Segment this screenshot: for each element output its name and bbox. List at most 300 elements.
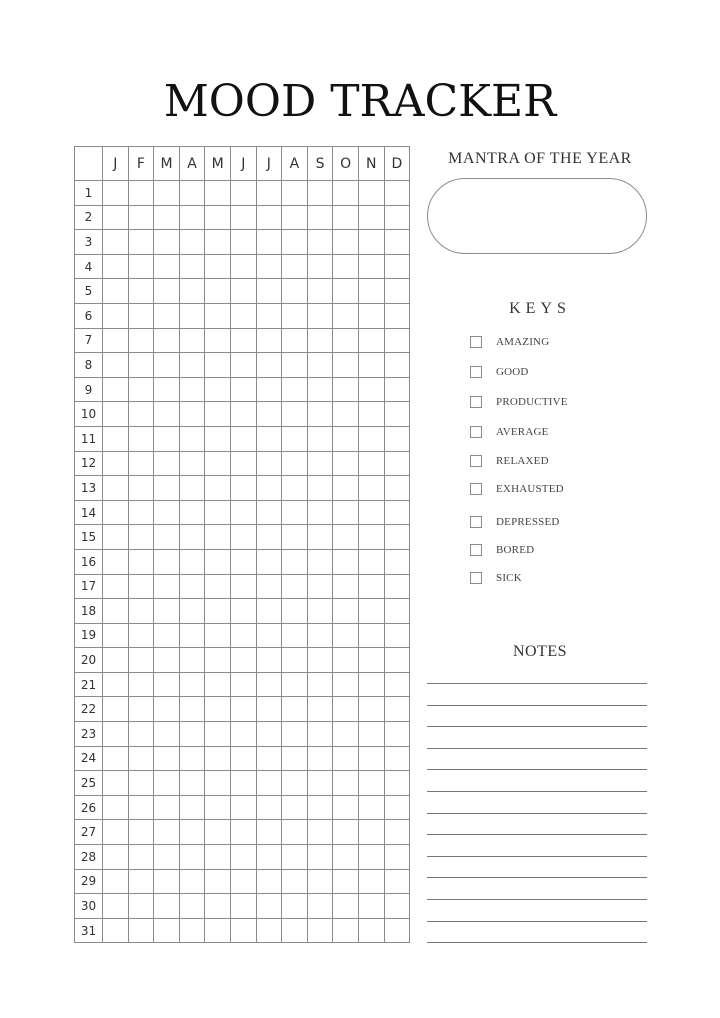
mood-cell[interactable] [384,672,410,697]
mood-cell[interactable] [103,525,129,550]
mood-cell[interactable] [154,894,180,919]
mood-cell[interactable] [205,918,231,943]
mood-cell[interactable] [103,303,129,328]
mood-cell[interactable] [256,279,282,304]
mood-cell[interactable] [358,672,384,697]
note-line[interactable] [427,834,647,835]
mood-cell[interactable] [128,205,154,230]
mood-cell[interactable] [282,845,308,870]
mood-cell[interactable] [307,303,333,328]
mood-cell[interactable] [333,845,359,870]
mood-cell[interactable] [103,549,129,574]
mood-cell[interactable] [154,549,180,574]
mood-cell[interactable] [358,722,384,747]
key-checkbox[interactable] [470,426,482,438]
mood-cell[interactable] [103,328,129,353]
mood-cell[interactable] [384,648,410,673]
mood-cell[interactable] [103,377,129,402]
mood-cell[interactable] [282,869,308,894]
mood-cell[interactable] [358,279,384,304]
mood-cell[interactable] [333,623,359,648]
mood-cell[interactable] [205,500,231,525]
mood-cell[interactable] [307,402,333,427]
mood-cell[interactable] [128,279,154,304]
mood-cell[interactable] [103,894,129,919]
mood-cell[interactable] [179,574,205,599]
mood-cell[interactable] [307,697,333,722]
mood-cell[interactable] [128,353,154,378]
mood-cell[interactable] [230,279,256,304]
mood-cell[interactable] [358,894,384,919]
mood-cell[interactable] [358,525,384,550]
mood-cell[interactable] [179,500,205,525]
mood-cell[interactable] [128,402,154,427]
mood-cell[interactable] [384,500,410,525]
mood-cell[interactable] [358,574,384,599]
mood-cell[interactable] [154,254,180,279]
mood-cell[interactable] [205,279,231,304]
mood-cell[interactable] [358,918,384,943]
mood-cell[interactable] [282,476,308,501]
mood-cell[interactable] [256,771,282,796]
mood-cell[interactable] [307,549,333,574]
mood-cell[interactable] [230,771,256,796]
mood-cell[interactable] [128,771,154,796]
mood-cell[interactable] [358,820,384,845]
mood-cell[interactable] [256,500,282,525]
mood-cell[interactable] [307,820,333,845]
mood-cell[interactable] [205,869,231,894]
mood-cell[interactable] [307,845,333,870]
mood-cell[interactable] [205,697,231,722]
mood-cell[interactable] [282,451,308,476]
mood-cell[interactable] [384,918,410,943]
mood-cell[interactable] [384,402,410,427]
mood-cell[interactable] [384,623,410,648]
mood-cell[interactable] [103,353,129,378]
mood-cell[interactable] [307,500,333,525]
mood-cell[interactable] [358,869,384,894]
mood-cell[interactable] [154,451,180,476]
mood-cell[interactable] [282,648,308,673]
mood-cell[interactable] [256,599,282,624]
mood-cell[interactable] [128,894,154,919]
mood-cell[interactable] [179,230,205,255]
mood-cell[interactable] [128,549,154,574]
mood-cell[interactable] [333,426,359,451]
mood-cell[interactable] [333,795,359,820]
mood-cell[interactable] [282,795,308,820]
mood-cell[interactable] [333,181,359,206]
mood-cell[interactable] [282,279,308,304]
mood-cell[interactable] [358,254,384,279]
mood-cell[interactable] [256,402,282,427]
mood-cell[interactable] [282,353,308,378]
mood-cell[interactable] [230,426,256,451]
mood-cell[interactable] [307,353,333,378]
mood-cell[interactable] [358,476,384,501]
mood-cell[interactable] [230,500,256,525]
mood-cell[interactable] [333,918,359,943]
mood-cell[interactable] [384,426,410,451]
mood-cell[interactable] [128,722,154,747]
mood-cell[interactable] [179,402,205,427]
mood-cell[interactable] [179,599,205,624]
mood-cell[interactable] [154,476,180,501]
mood-cell[interactable] [333,254,359,279]
mood-cell[interactable] [205,205,231,230]
mood-cell[interactable] [103,771,129,796]
mood-cell[interactable] [333,771,359,796]
mood-cell[interactable] [128,328,154,353]
mood-cell[interactable] [103,500,129,525]
mood-cell[interactable] [103,746,129,771]
mood-cell[interactable] [154,845,180,870]
mood-cell[interactable] [256,869,282,894]
mood-cell[interactable] [333,599,359,624]
mood-cell[interactable] [333,328,359,353]
mood-cell[interactable] [256,894,282,919]
mood-cell[interactable] [256,525,282,550]
mood-cell[interactable] [103,451,129,476]
mood-cell[interactable] [256,795,282,820]
mood-cell[interactable] [307,205,333,230]
mood-cell[interactable] [256,549,282,574]
mood-cell[interactable] [179,451,205,476]
mood-cell[interactable] [128,377,154,402]
mood-cell[interactable] [128,525,154,550]
mood-cell[interactable] [358,795,384,820]
mood-cell[interactable] [179,328,205,353]
mood-cell[interactable] [154,574,180,599]
mood-cell[interactable] [384,869,410,894]
mood-cell[interactable] [154,500,180,525]
mood-cell[interactable] [205,845,231,870]
mood-cell[interactable] [384,746,410,771]
mood-cell[interactable] [307,648,333,673]
note-line[interactable] [427,705,647,706]
mood-cell[interactable] [282,574,308,599]
key-checkbox[interactable] [470,544,482,556]
mood-cell[interactable] [384,820,410,845]
mood-cell[interactable] [205,648,231,673]
mood-cell[interactable] [205,525,231,550]
mood-cell[interactable] [384,377,410,402]
mood-cell[interactable] [358,500,384,525]
mood-cell[interactable] [384,328,410,353]
mood-cell[interactable] [179,549,205,574]
mood-cell[interactable] [103,918,129,943]
mood-cell[interactable] [230,795,256,820]
mood-cell[interactable] [179,426,205,451]
mood-cell[interactable] [154,869,180,894]
mood-cell[interactable] [154,771,180,796]
mood-cell[interactable] [103,672,129,697]
mood-cell[interactable] [179,476,205,501]
mood-cell[interactable] [358,426,384,451]
mood-cell[interactable] [333,279,359,304]
mood-cell[interactable] [282,549,308,574]
mood-cell[interactable] [282,525,308,550]
key-checkbox[interactable] [470,396,482,408]
mood-cell[interactable] [384,845,410,870]
key-checkbox[interactable] [470,336,482,348]
mood-cell[interactable] [128,623,154,648]
mood-cell[interactable] [154,599,180,624]
mood-cell[interactable] [179,525,205,550]
mood-cell[interactable] [230,205,256,230]
mood-cell[interactable] [307,722,333,747]
mood-cell[interactable] [128,230,154,255]
mood-cell[interactable] [103,722,129,747]
mood-cell[interactable] [307,894,333,919]
mood-cell[interactable] [103,476,129,501]
mood-cell[interactable] [128,845,154,870]
mood-cell[interactable] [230,328,256,353]
mood-cell[interactable] [128,500,154,525]
mood-cell[interactable] [307,623,333,648]
mood-cell[interactable] [154,623,180,648]
mood-cell[interactable] [256,697,282,722]
key-checkbox[interactable] [470,572,482,584]
mood-cell[interactable] [282,722,308,747]
mood-cell[interactable] [384,697,410,722]
mood-cell[interactable] [128,303,154,328]
mood-cell[interactable] [128,672,154,697]
mood-cell[interactable] [282,377,308,402]
mood-cell[interactable] [103,230,129,255]
mood-cell[interactable] [103,279,129,304]
mood-cell[interactable] [179,918,205,943]
mood-cell[interactable] [103,402,129,427]
mood-cell[interactable] [103,697,129,722]
mood-cell[interactable] [205,254,231,279]
mood-cell[interactable] [205,623,231,648]
mood-cell[interactable] [154,820,180,845]
mood-cell[interactable] [282,623,308,648]
mood-cell[interactable] [307,181,333,206]
mood-cell[interactable] [205,303,231,328]
mood-cell[interactable] [179,845,205,870]
mood-cell[interactable] [282,328,308,353]
note-line[interactable] [427,899,647,900]
mood-cell[interactable] [230,672,256,697]
mood-cell[interactable] [307,328,333,353]
mood-cell[interactable] [179,869,205,894]
mood-cell[interactable] [358,648,384,673]
mood-cell[interactable] [282,894,308,919]
mood-cell[interactable] [103,574,129,599]
mood-cell[interactable] [256,648,282,673]
mood-cell[interactable] [230,230,256,255]
note-line[interactable] [427,813,647,814]
mood-cell[interactable] [333,353,359,378]
mood-cell[interactable] [333,672,359,697]
mood-cell[interactable] [179,697,205,722]
mood-cell[interactable] [333,205,359,230]
mood-cell[interactable] [358,328,384,353]
mood-cell[interactable] [205,672,231,697]
mood-cell[interactable] [230,353,256,378]
mood-cell[interactable] [333,303,359,328]
mood-cell[interactable] [384,181,410,206]
mood-cell[interactable] [282,230,308,255]
mood-cell[interactable] [230,402,256,427]
mood-cell[interactable] [384,451,410,476]
mood-cell[interactable] [333,451,359,476]
mood-cell[interactable] [179,303,205,328]
mood-cell[interactable] [358,377,384,402]
mood-cell[interactable] [307,451,333,476]
mood-cell[interactable] [256,353,282,378]
mood-cell[interactable] [205,328,231,353]
mood-cell[interactable] [358,303,384,328]
mood-cell[interactable] [154,746,180,771]
mood-cell[interactable] [128,918,154,943]
mood-cell[interactable] [128,574,154,599]
mood-cell[interactable] [103,845,129,870]
mood-cell[interactable] [128,869,154,894]
mood-cell[interactable] [205,402,231,427]
mood-cell[interactable] [154,722,180,747]
mood-cell[interactable] [282,746,308,771]
mood-cell[interactable] [179,820,205,845]
mood-cell[interactable] [333,869,359,894]
mood-cell[interactable] [307,230,333,255]
mood-cell[interactable] [179,795,205,820]
mood-cell[interactable] [205,795,231,820]
mood-cell[interactable] [154,303,180,328]
note-line[interactable] [427,726,647,727]
mood-cell[interactable] [256,746,282,771]
mood-cell[interactable] [128,746,154,771]
mood-cell[interactable] [179,353,205,378]
mood-cell[interactable] [384,353,410,378]
mood-cell[interactable] [384,722,410,747]
mood-cell[interactable] [358,549,384,574]
mood-cell[interactable] [333,746,359,771]
note-line[interactable] [427,856,647,857]
mood-cell[interactable] [384,795,410,820]
mood-cell[interactable] [384,771,410,796]
mood-cell[interactable] [256,574,282,599]
mood-cell[interactable] [256,230,282,255]
mood-cell[interactable] [230,746,256,771]
mood-cell[interactable] [103,205,129,230]
mood-cell[interactable] [230,845,256,870]
mood-cell[interactable] [205,426,231,451]
mood-cell[interactable] [384,574,410,599]
mood-cell[interactable] [205,771,231,796]
mood-cell[interactable] [230,820,256,845]
mood-cell[interactable] [179,254,205,279]
mood-cell[interactable] [103,181,129,206]
key-checkbox[interactable] [470,366,482,378]
mood-cell[interactable] [179,771,205,796]
mood-cell[interactable] [358,451,384,476]
mood-cell[interactable] [128,426,154,451]
mood-cell[interactable] [154,795,180,820]
mood-cell[interactable] [256,181,282,206]
mood-cell[interactable] [256,328,282,353]
mood-cell[interactable] [230,722,256,747]
mood-cell[interactable] [205,181,231,206]
mood-cell[interactable] [103,820,129,845]
mood-cell[interactable] [307,254,333,279]
mood-cell[interactable] [205,599,231,624]
mood-cell[interactable] [154,426,180,451]
mood-cell[interactable] [384,254,410,279]
mood-cell[interactable] [179,648,205,673]
mood-cell[interactable] [384,205,410,230]
mood-cell[interactable] [128,181,154,206]
mood-cell[interactable] [333,377,359,402]
mood-cell[interactable] [282,697,308,722]
mantra-box[interactable] [427,178,647,254]
mood-cell[interactable] [333,894,359,919]
note-line[interactable] [427,748,647,749]
mood-cell[interactable] [230,377,256,402]
mood-cell[interactable] [128,795,154,820]
mood-cell[interactable] [358,845,384,870]
mood-cell[interactable] [282,402,308,427]
mood-cell[interactable] [205,549,231,574]
mood-cell[interactable] [154,328,180,353]
mood-cell[interactable] [154,230,180,255]
mood-cell[interactable] [384,230,410,255]
mood-cell[interactable] [358,599,384,624]
mood-cell[interactable] [230,623,256,648]
mood-cell[interactable] [333,697,359,722]
mood-cell[interactable] [307,771,333,796]
mood-cell[interactable] [307,869,333,894]
mood-cell[interactable] [307,746,333,771]
mood-cell[interactable] [154,918,180,943]
mood-cell[interactable] [384,525,410,550]
mood-cell[interactable] [230,549,256,574]
mood-cell[interactable] [230,476,256,501]
mood-cell[interactable] [282,599,308,624]
mood-cell[interactable] [230,697,256,722]
note-line[interactable] [427,769,647,770]
mood-cell[interactable] [103,623,129,648]
mood-cell[interactable] [307,599,333,624]
mood-cell[interactable] [103,254,129,279]
mood-cell[interactable] [230,525,256,550]
mood-cell[interactable] [205,894,231,919]
mood-cell[interactable] [230,918,256,943]
mood-cell[interactable] [230,574,256,599]
mood-cell[interactable] [307,795,333,820]
mood-cell[interactable] [256,303,282,328]
mood-cell[interactable] [230,894,256,919]
mood-cell[interactable] [128,599,154,624]
mood-cell[interactable] [256,426,282,451]
mood-cell[interactable] [307,525,333,550]
mood-cell[interactable] [205,746,231,771]
mood-cell[interactable] [256,254,282,279]
mood-cell[interactable] [179,181,205,206]
mood-cell[interactable] [282,426,308,451]
note-line[interactable] [427,791,647,792]
mood-cell[interactable] [307,476,333,501]
mood-cell[interactable] [333,525,359,550]
mood-cell[interactable] [282,181,308,206]
mood-cell[interactable] [333,574,359,599]
mood-cell[interactable] [205,476,231,501]
mood-cell[interactable] [358,697,384,722]
mood-cell[interactable] [154,279,180,304]
